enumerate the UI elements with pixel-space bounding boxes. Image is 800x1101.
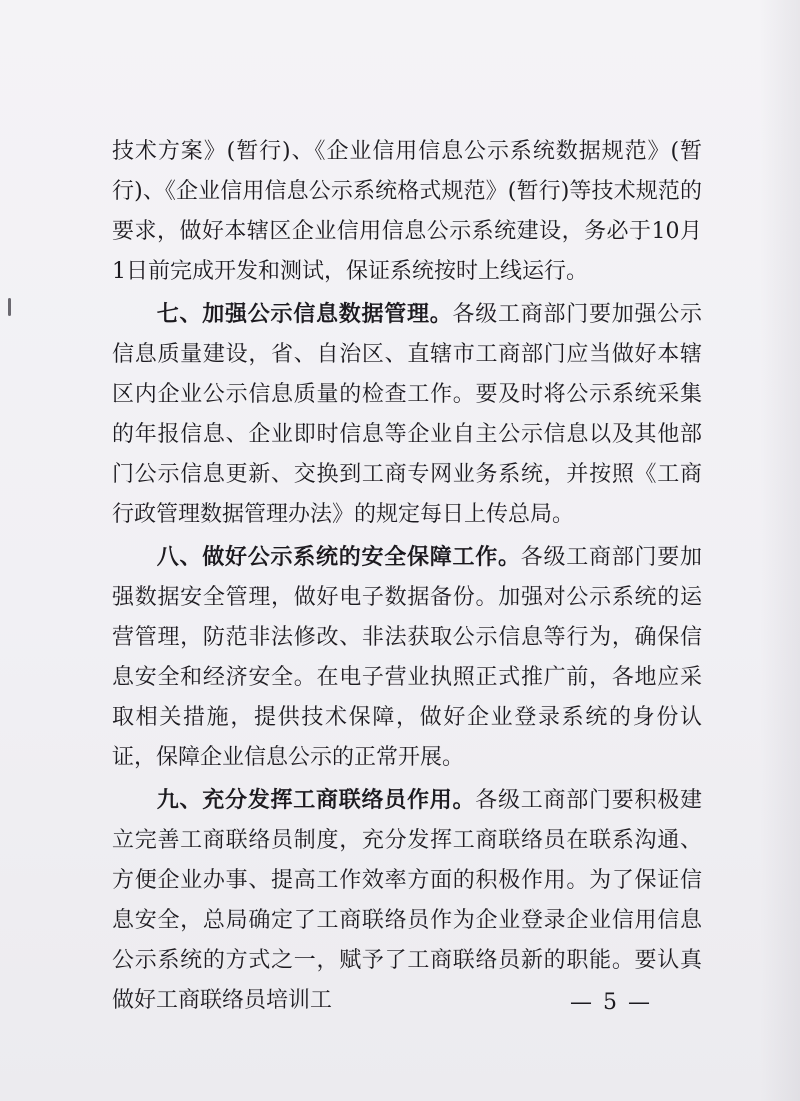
paragraph-section-9 xyxy=(112,781,702,1021)
paragraph-section-7 xyxy=(112,295,702,535)
paragraph-text: 各级工商部门要加强公示信息质量建设，省、自治区、直辖市工商部门应当做好本辖区内企业公示信息质量的检查工作。要及时将公示系统采集的年报信息、企业即时信息等企业自主公示信息以及其他部门公示信息更新、交换到工商专网业务系统，并按照《工商行政管理数据管理办法》的规定每日上传总局。 xyxy=(112,302,702,527)
paragraph-section-8 xyxy=(112,538,702,778)
binding-mark xyxy=(8,298,11,316)
paragraph-continuation xyxy=(112,132,702,292)
section-heading: 八、做好公示系统的安全保障工作。 xyxy=(156,545,521,570)
paragraph-text: 各级工商部门要加强数据安全管理，做好电子数据备份。加强对公示系统的运营管理，防范非法修改、非法获取公示信息等行为，确保信息安全和经济安全。在电子营业执照正式推广前，各地应采取相关措施，提供技术保障，做好企业登录系统的身份认证，保障企业信息公示的正常开展。 xyxy=(112,545,702,770)
document-body xyxy=(112,132,702,1024)
section-heading: 七、加强公示信息数据管理。 xyxy=(156,302,453,327)
page-number: — 5 — xyxy=(570,990,652,1015)
section-heading: 九、充分发挥工商联络员作用。 xyxy=(156,788,476,813)
paragraph-text: 各级工商部门要积极建立完善工商联络员制度，充分发挥工商联络员在联系沟通、方便企业办事、提高工作效率方面的积极作用。为了保证信息安全，总局确定了工商联络员作为企业登录企业信用信息公示系统的方式之一，赋予了工商联络员新的职能。要认真做好工商联络员培训工 xyxy=(112,788,702,1013)
paragraph-text: 技术方案》(暂行)、《企业信用信息公示系统数据规范》(暂行)、《企业信用信息公示系统格式规范》(暂行)等技术规范的要求，做好本辖区企业信用信息公示系统建设，务必于10月1日前完成开发和测试，保证系统按时上线运行。 xyxy=(112,139,702,284)
